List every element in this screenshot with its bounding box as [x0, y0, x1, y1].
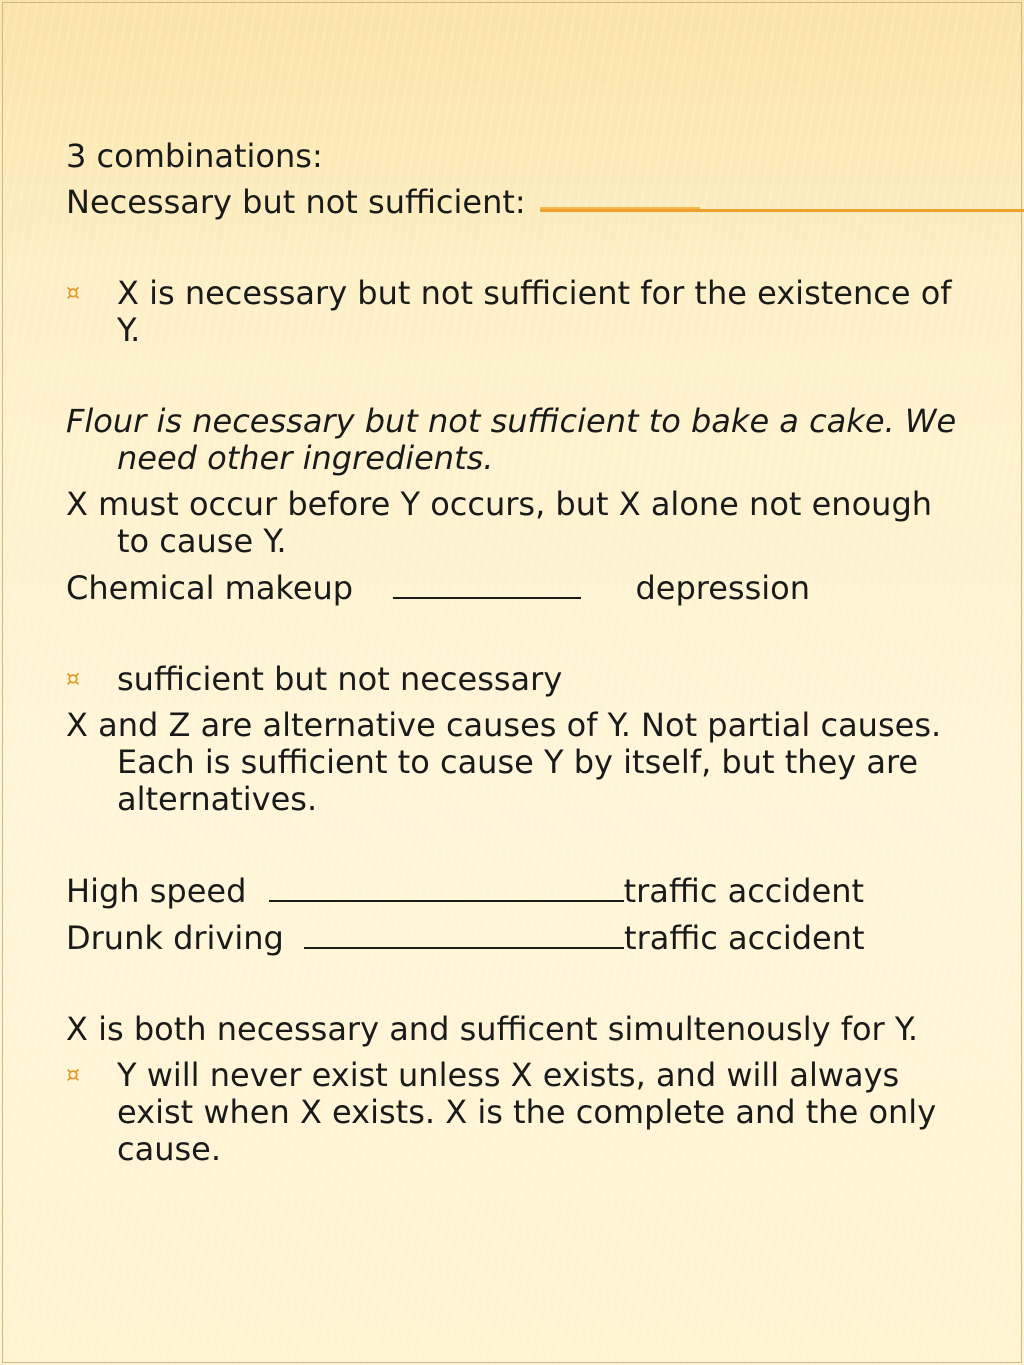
bullet-text: X is necessary but not sufficient for the existence of Y.	[117, 274, 952, 349]
blank-line	[269, 872, 624, 902]
chemical-makeup-line	[66, 569, 966, 607]
traffic-accident-label: traffic accident	[624, 919, 865, 957]
bullet-icon: ¤	[66, 667, 80, 692]
chemical-makeup-label: Chemical makeup	[66, 569, 354, 607]
slide-content	[66, 138, 966, 1168]
bullet-necessary-not-sufficient	[66, 275, 966, 349]
traffic-accident-label: traffic accident	[623, 872, 865, 910]
bullet-icon: ¤	[66, 281, 80, 306]
x-must-occur: X must occur before Y occurs, but X alone not enough to cause Y.	[66, 485, 933, 560]
bullet-text: Y will never exist unless X exists, and will always exist when X exists. X is the complete and the only cause.	[117, 1056, 937, 1168]
bullet-icon: ¤	[66, 1063, 80, 1088]
bullet-sufficient-not-necessary	[66, 661, 966, 698]
drunk-driving-label: Drunk driving	[66, 919, 284, 957]
depression-label: depression	[635, 569, 810, 607]
blank-line	[304, 919, 624, 949]
high-speed-label: High speed	[66, 872, 247, 910]
heading: 3 combinations:	[66, 137, 323, 175]
alternative-causes: X and Z are alternative causes of Y. Not partial causes. Each is sufficient to cause Y by itself, but they are alternatives.	[66, 706, 942, 818]
both-necessary-sufficient: X is both necessary and sufficent simultenously for Y.	[66, 1010, 919, 1048]
drunk-driving-line	[66, 919, 966, 957]
subheading: Necessary but not sufficient:	[66, 183, 526, 221]
blank-line	[393, 569, 581, 599]
bullet-text: sufficient but not necessary	[117, 660, 563, 698]
high-speed-line	[66, 872, 966, 910]
flour-example: Flour is necessary but not sufficient to bake a cake. We need other ingredients.	[66, 402, 957, 477]
bullet-complete-cause	[66, 1057, 966, 1168]
